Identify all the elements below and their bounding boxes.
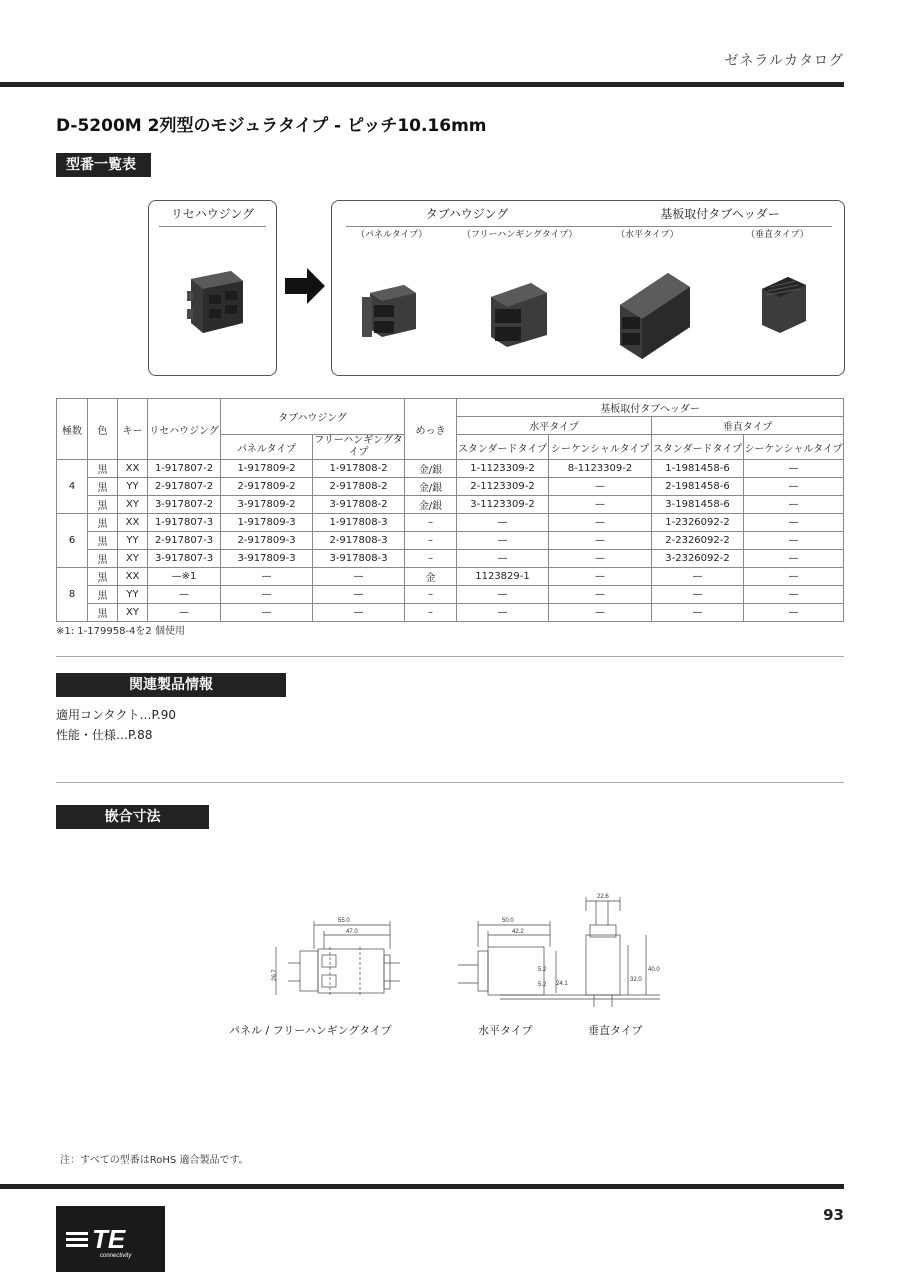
te-logo <box>56 1206 165 1272</box>
table-footnote: ※1: 1-179958-4を2 個使用 <box>56 626 185 637</box>
table-cell: 金/銀 <box>405 478 457 496</box>
logo-tagline: connectivity <box>100 1253 132 1259</box>
table-cell: 黒 <box>88 604 118 622</box>
table-cell: — <box>313 586 405 604</box>
bottom-rule <box>0 1184 844 1189</box>
table-cell: — <box>221 604 313 622</box>
table-cell: — <box>457 514 549 532</box>
table-cell: 2-917807-3 <box>148 532 221 550</box>
table-cell: 1-917808-2 <box>313 460 405 478</box>
section-title-parts-list: 型番一覧表 <box>56 153 151 177</box>
label-vertical: 垂直タイプ <box>588 1024 643 1037</box>
table-cell: — <box>549 532 652 550</box>
table-cell: 1-917809-3 <box>221 514 313 532</box>
receptacle-box <box>148 200 277 376</box>
table-cell: 1-2326092-2 <box>652 514 744 532</box>
table-cell: XX <box>118 568 148 586</box>
mating-dimension-drawing <box>260 885 660 1010</box>
table-cell: 黒 <box>88 478 118 496</box>
table-cell: XY <box>118 550 148 568</box>
table-row <box>57 496 844 514</box>
table-cell: 2-1123309-2 <box>457 478 549 496</box>
table-row <box>57 460 844 478</box>
table-cell: 3-917809-3 <box>221 550 313 568</box>
table-cell: — <box>549 568 652 586</box>
table-cell: – <box>405 514 457 532</box>
dim-40-0: 40.0 <box>648 967 660 973</box>
col-header-receptacle: リセハウジング <box>148 399 221 460</box>
table-row <box>57 478 844 496</box>
table-cell: — <box>148 604 221 622</box>
dim-26-7: 26.7 <box>272 969 278 981</box>
table-cell: – <box>405 532 457 550</box>
board-header-title: 基板取付タブヘッダー <box>660 207 780 221</box>
table-cell: YY <box>118 532 148 550</box>
dim-22-6: 22.6 <box>597 894 609 900</box>
table-cell: 2-1981458-6 <box>652 478 744 496</box>
section-title-mating-dimensions: 嵌合寸法 <box>56 805 209 829</box>
table-cell: 1-917808-3 <box>313 514 405 532</box>
table-cell: — <box>744 532 844 550</box>
arrow-right-icon <box>285 266 327 306</box>
table-cell: — <box>652 568 744 586</box>
tab-housing-title: タブハウジング <box>425 207 509 221</box>
table-cell: 2-917809-2 <box>221 478 313 496</box>
table-cell: 黒 <box>88 586 118 604</box>
receptacle-image <box>149 251 276 371</box>
table-cell: 黒 <box>88 532 118 550</box>
table-cell: YY <box>118 478 148 496</box>
table-cell: 3-1123309-2 <box>457 496 549 514</box>
panel-type-image <box>352 271 442 361</box>
table-row <box>57 532 844 550</box>
table-cell: — <box>549 550 652 568</box>
table-cell: — <box>744 496 844 514</box>
dim-42-2: 42.2 <box>512 929 524 935</box>
table-cell: 1-1123309-2 <box>457 460 549 478</box>
table-row <box>57 586 844 604</box>
table-cell: 2-917809-3 <box>221 532 313 550</box>
table-row <box>57 604 844 622</box>
table-cell: 3-2326092-2 <box>652 550 744 568</box>
table-cell: 金/銀 <box>405 460 457 478</box>
sub-vertical-type: （垂直タイプ） <box>746 230 809 240</box>
table-cell: —※1 <box>148 568 221 586</box>
table-cell: 黒 <box>88 514 118 532</box>
table-cell: — <box>148 586 221 604</box>
col-header-h-sequential: シーケンシャルタイプ <box>549 435 652 460</box>
table-cell: 3-917807-2 <box>148 496 221 514</box>
col-header-free-hanging: フリーハンギングタイプ <box>314 435 403 458</box>
divider <box>56 782 844 783</box>
table-cell: 金/銀 <box>405 496 457 514</box>
table-cell: — <box>221 586 313 604</box>
table-cell: — <box>549 586 652 604</box>
sub-free-hanging-type: （フリーハンギングタイプ） <box>462 230 578 240</box>
dim-24-1: 24.1 <box>556 981 568 987</box>
dim-55: 55.0 <box>338 918 350 924</box>
section-title-related: 関連製品情報 <box>56 673 286 697</box>
table-cell: 2-917808-3 <box>313 532 405 550</box>
table-cell: — <box>549 478 652 496</box>
table-cell: — <box>457 586 549 604</box>
receptacle-title: リセハウジング <box>170 207 255 221</box>
table-cell: — <box>744 568 844 586</box>
table-cell: YY <box>118 586 148 604</box>
table-cell: 2-917807-2 <box>148 478 221 496</box>
related-contacts: 適用コンタクト…P.90 <box>56 708 176 722</box>
table-cell: – <box>405 550 457 568</box>
table-cell: 金 <box>405 568 457 586</box>
table-cell: — <box>457 550 549 568</box>
table-cell: 1-1981458-6 <box>652 460 744 478</box>
poles-cell: 6 <box>57 514 88 568</box>
table-cell: — <box>313 604 405 622</box>
table-cell: – <box>405 586 457 604</box>
table-cell: 8-1123309-2 <box>549 460 652 478</box>
table-cell: XX <box>118 514 148 532</box>
table-cell: — <box>744 514 844 532</box>
col-header-plating: めっき <box>405 399 457 460</box>
table-cell: 3-917807-3 <box>148 550 221 568</box>
col-header-tab-housing: タブハウジング <box>221 399 405 435</box>
col-header-color: 色 <box>88 399 118 460</box>
table-cell: 2-917808-2 <box>313 478 405 496</box>
table-cell: 3-1981458-6 <box>652 496 744 514</box>
horizontal-type-image <box>612 267 712 367</box>
table-cell: XY <box>118 604 148 622</box>
table-cell: — <box>744 460 844 478</box>
table-cell: — <box>313 568 405 586</box>
table-cell: XY <box>118 496 148 514</box>
dim-47: 47.0 <box>346 929 358 935</box>
col-header-panel: パネルタイプ <box>221 435 313 460</box>
sub-panel-type: （パネルタイプ） <box>356 230 428 240</box>
table-cell: 黒 <box>88 460 118 478</box>
table-cell: — <box>549 496 652 514</box>
divider <box>56 656 844 657</box>
col-header-board-header: 基板取付タブヘッダー <box>457 399 844 417</box>
table-row <box>57 514 844 532</box>
table-cell: — <box>744 604 844 622</box>
table-cell: 黒 <box>88 550 118 568</box>
dim-5-2a: 5.2 <box>538 967 547 973</box>
page-title: D-5200M 2列型のモジュラタイプ - ピッチ10.16mm <box>56 116 487 136</box>
table-cell: 1-917809-2 <box>221 460 313 478</box>
table-cell: 2-2326092-2 <box>652 532 744 550</box>
parts-table <box>56 398 844 622</box>
table-cell: 黒 <box>88 496 118 514</box>
rohs-note: 注：すべての型番はRoHS 適合製品です。 <box>60 1155 249 1166</box>
col-header-key: キー <box>118 399 148 460</box>
col-header-h-standard: スタンダードタイプ <box>457 435 549 460</box>
table-row <box>57 568 844 586</box>
table-cell: XX <box>118 460 148 478</box>
table-cell: 1-917807-2 <box>148 460 221 478</box>
table-cell: — <box>549 514 652 532</box>
free-hanging-type-image <box>477 271 567 361</box>
poles-cell: 8 <box>57 568 88 622</box>
tab-housing-box <box>331 200 845 376</box>
related-specs: 性能・仕様…P.88 <box>56 728 153 742</box>
table-cell: 3-917808-2 <box>313 496 405 514</box>
dim-5-2b: 5.2 <box>538 982 547 988</box>
top-rule <box>0 82 844 87</box>
table-cell: – <box>405 604 457 622</box>
parts-table-body <box>57 460 844 622</box>
table-cell: — <box>744 550 844 568</box>
col-header-v-standard: スタンダードタイプ <box>652 435 744 460</box>
table-cell: 黒 <box>88 568 118 586</box>
table-cell: 1-917807-3 <box>148 514 221 532</box>
table-cell: — <box>457 604 549 622</box>
table-cell: — <box>652 604 744 622</box>
col-header-vertical: 垂直タイプ <box>652 417 844 435</box>
logo-wordmark: TE <box>92 1224 126 1254</box>
table-cell: — <box>744 478 844 496</box>
table-row <box>57 550 844 568</box>
table-cell: — <box>221 568 313 586</box>
label-horizontal: 水平タイプ <box>478 1024 533 1037</box>
table-cell: — <box>652 586 744 604</box>
sub-horizontal-type: （水平タイプ） <box>616 230 679 240</box>
poles-cell: 4 <box>57 460 88 514</box>
col-header-v-sequential: シーケンシャルタイプ <box>744 435 844 460</box>
col-header-poles: 極数 <box>57 399 88 460</box>
table-cell: — <box>549 604 652 622</box>
label-panel-free-hanging: パネル / フリーハンギングタイプ <box>229 1024 392 1037</box>
table-cell: — <box>744 586 844 604</box>
table-cell: — <box>457 532 549 550</box>
dim-50: 50.0 <box>502 918 514 924</box>
table-cell: 3-917808-3 <box>313 550 405 568</box>
vertical-type-image <box>752 271 832 351</box>
page-number: 93 <box>823 1206 844 1224</box>
table-cell: 1123829-1 <box>457 568 549 586</box>
col-header-horizontal: 水平タイプ <box>457 417 652 435</box>
dim-32-0: 32.0 <box>630 977 642 983</box>
catalog-label: ゼネラルカタログ <box>724 53 844 69</box>
table-cell: 3-917809-2 <box>221 496 313 514</box>
